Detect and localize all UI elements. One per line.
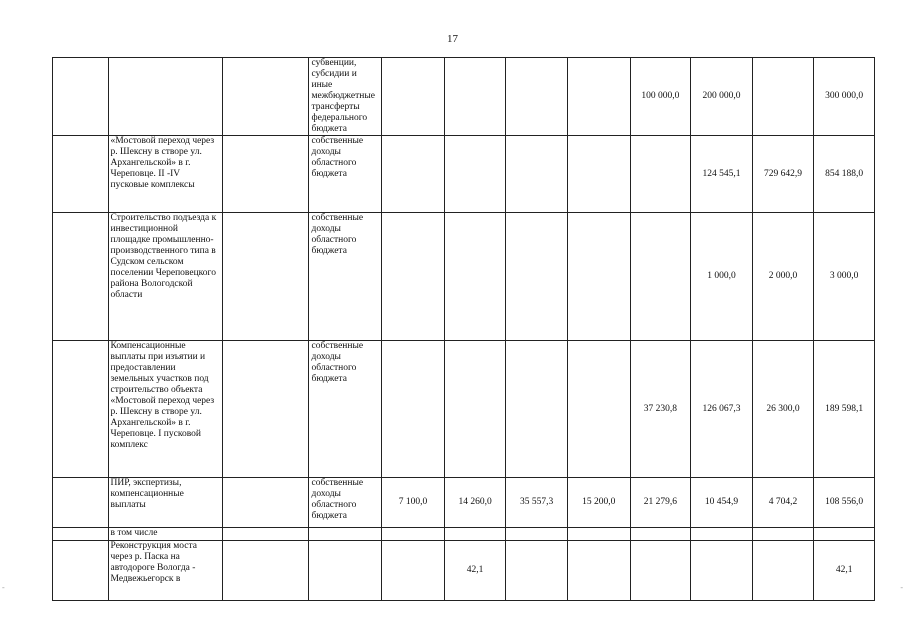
amount-cell (382, 136, 445, 213)
index-cell (53, 541, 109, 601)
amount-cell (691, 528, 753, 541)
object-name-cell: ПИР, экспертизы, компенсационные выплаты (108, 478, 222, 528)
amount-cell: 10 454,9 (691, 478, 753, 528)
total-cell: 42,1 (814, 541, 875, 601)
total-cell: 854 188,0 (814, 136, 875, 213)
right-margin-mark: - (900, 583, 903, 592)
amount-cell (567, 528, 630, 541)
funding-source-cell: субвенции, субсидии и иные межбюджетные трансферты федерального бюджета (309, 58, 382, 136)
amount-cell: 15 200,0 (567, 478, 630, 528)
amount-cell (567, 213, 630, 341)
table-row (53, 341, 875, 478)
amount-cell (567, 341, 630, 478)
total-cell: 3 000,0 (814, 213, 875, 341)
table-row (53, 58, 875, 136)
amount-cell: 124 545,1 (691, 136, 753, 213)
amount-cell (630, 541, 691, 601)
amount-cell (752, 528, 814, 541)
index-cell (53, 58, 109, 136)
amount-cell (506, 213, 568, 341)
funding-source-cell (309, 528, 382, 541)
amount-cell: 42,1 (444, 541, 506, 601)
funding-source-cell: собственные доходы областного бюджета (309, 478, 382, 528)
executor-cell (222, 213, 309, 341)
amount-cell: 200 000,0 (691, 58, 753, 136)
budget-table (52, 57, 875, 601)
amount-cell (506, 528, 568, 541)
amount-cell (691, 541, 753, 601)
object-name-cell: Строительство подъезда к инвестиционной площадке промышленно-производственного типа в Судском сельском поселении Череповецкого района Вологодской области (108, 213, 222, 341)
amount-cell: 21 279,6 (630, 478, 691, 528)
amount-cell (444, 528, 506, 541)
amount-cell (444, 213, 506, 341)
amount-cell (567, 541, 630, 601)
amount-cell (567, 58, 630, 136)
amount-cell: 35 557,3 (506, 478, 568, 528)
funding-source-cell: собственные доходы областного бюджета (309, 341, 382, 478)
object-name-cell: в том числе (108, 528, 222, 541)
object-name-cell: Реконструкция моста через р. Паска на автодороге Вологда - Медвежьегорск в (108, 541, 222, 601)
amount-cell: 100 000,0 (630, 58, 691, 136)
amount-cell (444, 58, 506, 136)
table-row (53, 136, 875, 213)
amount-cell: 14 260,0 (444, 478, 506, 528)
amount-cell: 1 000,0 (691, 213, 753, 341)
executor-cell (222, 58, 309, 136)
index-cell (53, 341, 109, 478)
amount-cell: 7 100,0 (382, 478, 445, 528)
total-cell: 108 556,0 (814, 478, 875, 528)
object-name-cell: Компенсационные выплаты при изъятии и предоставлении земельных участков под строительство объекта «Мостовой переход через р. Шексну в створе ул. Архангельской» в г. Череповце. I пусковой комплекс (108, 341, 222, 478)
amount-cell: 4 704,2 (752, 478, 814, 528)
amount-cell: 26 300,0 (752, 341, 814, 478)
amount-cell (506, 341, 568, 478)
object-name-cell: «Мостовой переход через р. Шексну в створе ул. Архангельской» в г. Череповце. II -IV пусковые комплексы (108, 136, 222, 213)
table-row (53, 213, 875, 341)
table-row (53, 528, 875, 541)
table-row (53, 478, 875, 528)
amount-cell (506, 541, 568, 601)
total-cell (814, 528, 875, 541)
amount-cell: 37 230,8 (630, 341, 691, 478)
amount-cell (382, 58, 445, 136)
executor-cell (222, 341, 309, 478)
amount-cell (752, 541, 814, 601)
amount-cell (506, 136, 568, 213)
page-number: 17 (447, 33, 458, 45)
index-cell (53, 528, 109, 541)
amount-cell (382, 541, 445, 601)
amount-cell (382, 528, 445, 541)
table-row (53, 541, 875, 601)
funding-source-cell: собственные доходы областного бюджета (309, 213, 382, 341)
executor-cell (222, 541, 309, 601)
funding-source-cell (309, 541, 382, 601)
amount-cell (630, 136, 691, 213)
amount-cell: 729 642,9 (752, 136, 814, 213)
amount-cell (382, 213, 445, 341)
index-cell (53, 136, 109, 213)
executor-cell (222, 528, 309, 541)
amount-cell: 2 000,0 (752, 213, 814, 341)
amount-cell (382, 341, 445, 478)
executor-cell (222, 478, 309, 528)
total-cell: 189 598,1 (814, 341, 875, 478)
total-cell: 300 000,0 (814, 58, 875, 136)
left-margin-mark: - (2, 583, 5, 592)
funding-source-cell: собственные доходы областного бюджета (309, 136, 382, 213)
index-cell (53, 213, 109, 341)
object-name-cell (108, 58, 222, 136)
amount-cell (752, 58, 814, 136)
executor-cell (222, 136, 309, 213)
amount-cell (630, 213, 691, 341)
amount-cell (444, 136, 506, 213)
amount-cell (444, 341, 506, 478)
amount-cell: 126 067,3 (691, 341, 753, 478)
amount-cell (567, 136, 630, 213)
index-cell (53, 478, 109, 528)
amount-cell (506, 58, 568, 136)
amount-cell (630, 528, 691, 541)
